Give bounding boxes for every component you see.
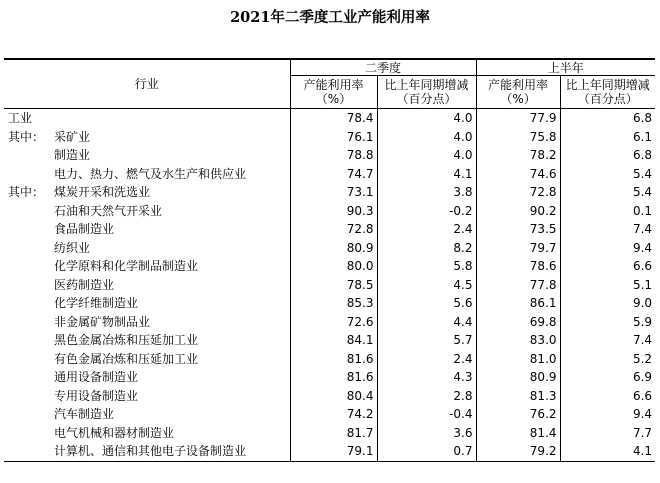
industry-name: 食品制造业	[54, 222, 115, 237]
q2-header: 二季度	[290, 59, 476, 76]
page-title: 2021年二季度工业产能利用率	[230, 9, 430, 26]
h1-rate-cell: 74.6	[476, 165, 560, 184]
q2-yoy-cell: 4.1	[377, 165, 476, 184]
q2-yoy-cell: -0.4	[377, 405, 476, 424]
q2-rate-cell: 78.4	[290, 109, 377, 128]
rate-header-line2: （%）	[500, 92, 536, 106]
industry-name: 通用设备制造业	[54, 370, 139, 385]
industry-header: 行业	[4, 59, 290, 109]
industry-cell	[4, 331, 290, 350]
q2-rate-cell: 78.5	[290, 276, 377, 295]
industry-cell	[4, 146, 290, 165]
q2-rate-cell: 78.8	[290, 146, 377, 165]
q2-yoy-cell: 8.2	[377, 239, 476, 258]
h1-yoy-cell: 9.4	[632, 240, 653, 255]
yoy-header-line2: （百分点）	[396, 92, 457, 106]
h1-rate-cell: 81.3	[476, 387, 560, 406]
q2-rate-header	[290, 76, 377, 109]
table-row	[4, 128, 655, 147]
q2-rate-cell: 76.1	[290, 128, 377, 147]
h1-yoy-cell: 0.1	[632, 203, 653, 218]
q2-yoy-cell: 4.0	[377, 146, 476, 165]
yoy-header-line2: （百分点）	[577, 92, 638, 106]
q2-yoy-cell: 5.8	[377, 257, 476, 276]
q2-rate-cell: 81.6	[290, 350, 377, 369]
h1-rate-cell: 72.8	[476, 183, 560, 202]
table-row	[4, 257, 655, 276]
h1-header: 上半年	[476, 59, 655, 76]
table-row	[4, 442, 655, 461]
q2-rate-cell: 81.6	[290, 368, 377, 387]
table-row	[4, 109, 655, 128]
table-row	[4, 350, 655, 369]
q2-rate-cell: 74.7	[290, 165, 377, 184]
rate-header-line1: 产能利用率	[488, 78, 549, 92]
q2-yoy-cell: 4.5	[377, 276, 476, 295]
q2-yoy-cell: 4.3	[377, 368, 476, 387]
h1-rate-cell: 75.8	[476, 128, 560, 147]
capacity-utilization-table	[4, 58, 655, 462]
industry-name: 非金属矿物制品业	[54, 314, 151, 329]
h1-yoy-cell: 6.6	[632, 388, 653, 403]
industry-name: 煤炭开采和洗选业	[54, 185, 151, 200]
table-row	[4, 202, 655, 221]
table-row	[4, 331, 655, 350]
table-row	[4, 368, 655, 387]
q2-yoy-cell: -0.2	[377, 202, 476, 221]
table-row	[4, 146, 655, 165]
h1-rate-cell: 77.9	[476, 109, 560, 128]
q2-yoy-header	[377, 76, 476, 109]
table-row	[4, 165, 655, 184]
q2-rate-cell: 84.1	[290, 331, 377, 350]
industry-cell	[4, 183, 290, 202]
q2-rate-cell: 73.1	[290, 183, 377, 202]
q2-yoy-cell: 3.6	[377, 424, 476, 443]
rate-header-line1: 产能利用率	[303, 78, 364, 92]
industry-cell	[4, 313, 290, 332]
industry-name: 制造业	[54, 148, 91, 163]
h1-yoy-cell: 7.4	[632, 222, 653, 237]
table-row	[4, 239, 655, 258]
header-row-1	[4, 59, 655, 76]
h1-rate-cell: 83.0	[476, 331, 560, 350]
industry-name: 化学纤维制造业	[54, 296, 139, 311]
h1-rate-cell: 86.1	[476, 294, 560, 313]
q2-rate-cell: 72.6	[290, 313, 377, 332]
table-row	[4, 276, 655, 295]
industry-name: 黑色金属冶炼和压延加工业	[54, 333, 199, 348]
h1-rate-header	[476, 76, 560, 109]
industry-cell	[4, 368, 290, 387]
industry-name: 电力、热力、燃气及水生产和供应业	[54, 166, 247, 181]
industry-cell	[4, 294, 290, 313]
h1-yoy-cell: 5.1	[632, 277, 653, 292]
table-row	[4, 405, 655, 424]
h1-yoy-cell: 6.6	[632, 259, 653, 274]
q2-yoy-cell: 4.0	[377, 128, 476, 147]
h1-yoy-cell: 7.4	[632, 333, 653, 348]
industry-name: 汽车制造业	[54, 407, 115, 422]
yoy-header-line1: 比上年同期增减	[384, 78, 469, 92]
q2-rate-cell: 85.3	[290, 294, 377, 313]
rate-header-line2: （%）	[315, 92, 352, 106]
q2-rate-cell: 79.1	[290, 442, 377, 461]
h1-yoy-cell: 6.9	[632, 370, 653, 385]
industry-cell	[4, 387, 290, 406]
h1-yoy-cell: 5.4	[632, 166, 653, 181]
h1-rate-cell: 78.2	[476, 146, 560, 165]
industry-name: 电气机械和器材制造业	[54, 425, 175, 440]
industry-cell	[4, 220, 290, 239]
h1-rate-cell: 90.2	[476, 202, 560, 221]
industry-cell	[4, 350, 290, 369]
q2-yoy-cell: 5.7	[377, 331, 476, 350]
industry-name: 化学原料和化学制品制造业	[54, 259, 199, 274]
industry-cell	[4, 257, 290, 276]
q2-yoy-cell: 5.6	[377, 294, 476, 313]
industry-cell	[4, 128, 290, 147]
q2-rate-cell: 81.7	[290, 424, 377, 443]
industry-cell	[4, 202, 290, 221]
yoy-header-line1: 比上年同期增减	[565, 78, 650, 92]
h1-rate-cell: 77.8	[476, 276, 560, 295]
table-row	[4, 424, 655, 443]
table-row	[4, 387, 655, 406]
h1-yoy-cell: 9.0	[632, 296, 653, 311]
q2-yoy-cell: 2.4	[377, 350, 476, 369]
q2-rate-cell: 80.4	[290, 387, 377, 406]
h1-rate-cell: 81.0	[476, 350, 560, 369]
row-prefix: 其中：	[8, 129, 45, 144]
industry-name: 工业	[8, 111, 33, 126]
h1-rate-cell: 80.9	[476, 368, 560, 387]
h1-rate-cell: 78.6	[476, 257, 560, 276]
h1-yoy-cell: 5.9	[632, 314, 653, 329]
q2-yoy-cell: 3.8	[377, 183, 476, 202]
q2-yoy-cell: 2.8	[377, 387, 476, 406]
h1-rate-cell: 79.2	[476, 442, 560, 461]
h1-yoy-cell: 6.8	[632, 148, 653, 163]
table-row	[4, 220, 655, 239]
h1-yoy-cell: 6.8	[632, 111, 653, 126]
table-body	[4, 109, 655, 462]
row-prefix: 其中：	[8, 185, 45, 200]
industry-name: 医药制造业	[54, 277, 115, 292]
h1-rate-cell: 81.4	[476, 424, 560, 443]
q2-yoy-cell: 0.7	[377, 442, 476, 461]
h1-yoy-cell: 4.1	[560, 442, 655, 461]
q2-yoy-cell: 4.0	[377, 109, 476, 128]
q2-yoy-cell: 4.4	[377, 313, 476, 332]
q2-rate-cell: 74.2	[290, 405, 377, 424]
industry-cell	[4, 109, 290, 128]
h1-yoy-cell: 5.2	[632, 351, 653, 366]
q2-yoy-cell: 2.4	[377, 220, 476, 239]
q2-rate-cell: 72.8	[290, 220, 377, 239]
h1-yoy-header	[560, 76, 655, 109]
h1-rate-cell: 69.8	[476, 313, 560, 332]
table-row	[4, 294, 655, 313]
industry-cell	[4, 276, 290, 295]
h1-rate-cell: 76.2	[476, 405, 560, 424]
q2-rate-cell: 80.0	[290, 257, 377, 276]
q2-rate-cell: 90.3	[290, 202, 377, 221]
h1-yoy-cell: 5.4	[632, 185, 653, 200]
industry-name: 石油和天然气开采业	[54, 203, 163, 218]
industry-name: 采矿业	[54, 129, 91, 144]
h1-rate-cell: 73.5	[476, 220, 560, 239]
industry-cell	[4, 442, 290, 461]
industry-name: 纺织业	[54, 240, 91, 255]
industry-cell	[4, 239, 290, 258]
industry-cell	[4, 405, 290, 424]
h1-yoy-cell: 7.7	[632, 425, 653, 440]
table-row	[4, 183, 655, 202]
industry-cell	[4, 165, 290, 184]
h1-rate-cell: 79.7	[476, 239, 560, 258]
industry-cell	[4, 424, 290, 443]
h1-yoy-cell: 9.4	[632, 407, 653, 422]
industry-name: 专用设备制造业	[54, 388, 139, 403]
h1-yoy-cell: 6.1	[632, 129, 653, 144]
table-row	[4, 313, 655, 332]
q2-rate-cell: 80.9	[290, 239, 377, 258]
industry-name: 有色金属冶炼和压延加工业	[54, 351, 199, 366]
industry-name: 计算机、通信和其他电子设备制造业	[54, 444, 247, 459]
